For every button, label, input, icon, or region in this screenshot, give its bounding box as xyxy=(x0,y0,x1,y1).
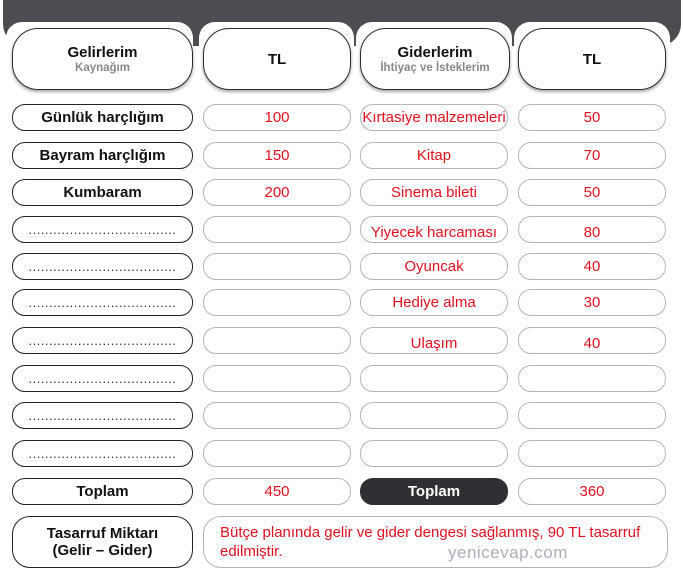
expense-currency: TL xyxy=(582,50,602,68)
expense-amount-cell-text: 40 xyxy=(583,258,601,275)
income-amount-cell xyxy=(203,440,351,467)
income-source-cell xyxy=(12,104,193,131)
expense-amount-cell xyxy=(518,104,666,131)
income-amount-cell-text: 150 xyxy=(264,147,290,164)
expense-amount-cell-text: 50 xyxy=(583,109,601,126)
expense-item-cell xyxy=(360,104,508,131)
income-source-cell xyxy=(12,179,193,206)
income-source-cell-text: .................................... xyxy=(28,222,177,237)
expense-amount-cell-text: 40 xyxy=(583,335,601,352)
expense-item-cell-text: Oyuncak xyxy=(404,258,464,275)
income-amount-cell xyxy=(203,216,351,243)
expense-item-cell xyxy=(360,402,508,429)
income-amount-cell xyxy=(203,402,351,429)
income-source-cell xyxy=(12,440,193,467)
expense-amount-cell xyxy=(518,142,666,169)
expense-subtitle: İhtiyaç ve İsteklerim xyxy=(380,62,490,74)
income-amount-cell xyxy=(203,142,351,169)
income-source-cell-text: Günlük harçlığım xyxy=(41,109,164,126)
expense-amount-cell xyxy=(518,327,666,354)
expense-item-cell-text: Ulaşım xyxy=(410,335,458,352)
income-total-value: 450 xyxy=(203,478,351,505)
income-source-cell-text: .................................... xyxy=(28,446,177,461)
income-total-label: Toplam xyxy=(12,478,193,505)
expense-item-cell-text: Sinema bileti xyxy=(391,184,477,201)
expense-total-value: 360 xyxy=(518,478,666,505)
income-title: Gelirlerim xyxy=(67,44,138,61)
income-source-cell-text: .................................... xyxy=(28,371,177,386)
income-amount-cell xyxy=(203,365,351,392)
income-amount-cell xyxy=(203,104,351,131)
income-source-cell xyxy=(12,253,193,280)
savings-label xyxy=(12,516,193,568)
expense-amount-cell xyxy=(518,440,666,467)
expense-item-cell xyxy=(360,216,508,243)
expense-amount-cell-text: 50 xyxy=(583,184,601,201)
income-header xyxy=(12,28,193,90)
income-source-cell-text: Kumbaram xyxy=(63,184,142,201)
savings-note: Bütçe planında gelir ve gider dengesi sağlanmış, 90 TL tasarruf edilmiştir. xyxy=(203,516,668,568)
watermark: yenicevap.com xyxy=(448,543,568,562)
income-amount-cell-text: 100 xyxy=(264,109,290,126)
expense-item-cell xyxy=(360,365,508,392)
expense-amount-cell xyxy=(518,253,666,280)
savings-label-line2: (Gelir – Gider) xyxy=(52,542,153,559)
income-currency-header xyxy=(203,28,351,90)
income-source-cell xyxy=(12,365,193,392)
expense-amount-cell-text: 70 xyxy=(583,147,601,164)
income-source-cell-text: .................................... xyxy=(28,259,177,274)
expense-item-cell-text: Hediye alma xyxy=(392,294,476,311)
expense-currency-header xyxy=(518,28,666,90)
expense-item-cell xyxy=(360,289,508,316)
expense-total-label: Toplam xyxy=(360,478,508,505)
expense-amount-cell xyxy=(518,402,666,429)
income-source-cell-text: Bayram harçlığım xyxy=(39,147,166,164)
income-source-cell-text: .................................... xyxy=(28,408,177,423)
expense-item-cell xyxy=(360,142,508,169)
income-source-cell xyxy=(12,216,193,243)
expense-amount-cell xyxy=(518,179,666,206)
income-currency: TL xyxy=(267,50,287,68)
expense-item-cell-text: Yiyecek harcaması xyxy=(370,224,498,241)
expense-item-cell xyxy=(360,179,508,206)
expense-amount-cell xyxy=(518,216,666,243)
savings-label-line1: Tasarruf Miktarı xyxy=(46,525,159,542)
income-amount-cell xyxy=(203,179,351,206)
expense-item-cell xyxy=(360,440,508,467)
income-subtitle: Kaynağım xyxy=(75,62,130,74)
expense-amount-cell xyxy=(518,289,666,316)
income-amount-cell xyxy=(203,289,351,316)
income-source-cell xyxy=(12,327,193,354)
expense-amount-cell-text: 80 xyxy=(583,224,601,241)
expense-header xyxy=(360,28,510,90)
income-amount-cell xyxy=(203,253,351,280)
income-source-cell-text: .................................... xyxy=(28,295,177,310)
income-amount-cell-text: 200 xyxy=(264,184,290,201)
expense-amount-cell xyxy=(518,365,666,392)
expense-item-cell xyxy=(360,327,508,354)
expense-item-cell-text: Kitap xyxy=(416,147,452,164)
expense-title: Giderlerim xyxy=(397,44,473,61)
income-source-cell xyxy=(12,289,193,316)
income-source-cell xyxy=(12,402,193,429)
income-source-cell xyxy=(12,142,193,169)
expense-item-cell-text: Kırtasiye malzemeleri xyxy=(362,109,506,126)
income-amount-cell xyxy=(203,327,351,354)
income-source-cell-text: .................................... xyxy=(28,333,177,348)
expense-item-cell xyxy=(360,253,508,280)
expense-amount-cell-text: 30 xyxy=(583,294,601,311)
